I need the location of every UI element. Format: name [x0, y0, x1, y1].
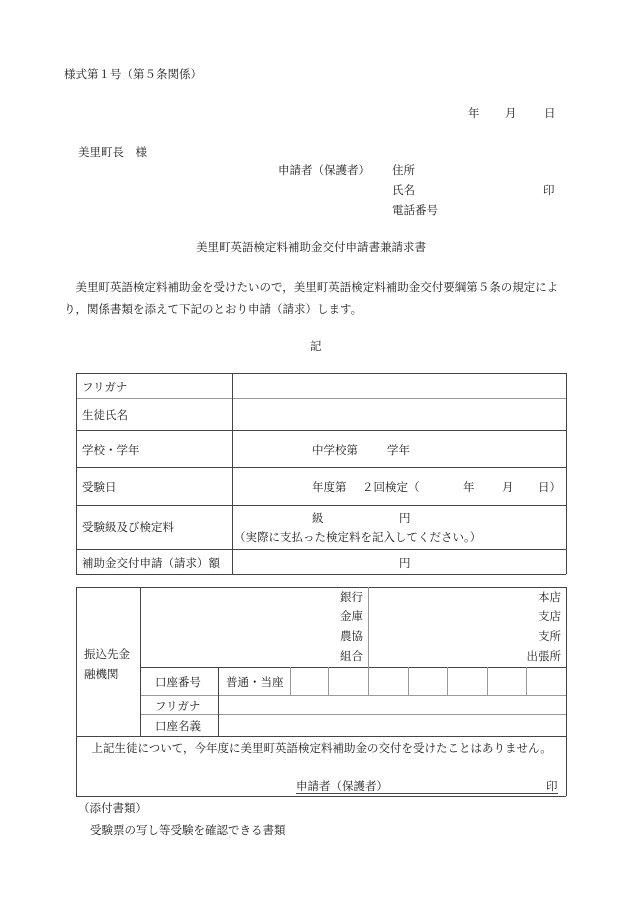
- bank-type-nokyo: 農協: [340, 629, 363, 643]
- account-furigana-label: フリガナ: [155, 699, 201, 713]
- seal-mark: 印: [543, 183, 555, 197]
- signature-field[interactable]: [390, 776, 540, 793]
- addressee: 美里町長 様: [78, 145, 147, 159]
- grade-kyu: 級: [312, 511, 324, 525]
- student-name-field[interactable]: [233, 399, 565, 430]
- bank-section-label-1: 振込先金: [84, 647, 130, 661]
- fee-yen: 円: [399, 511, 411, 525]
- account-number-label: 口座番号: [155, 675, 201, 689]
- exam-month: 月: [502, 480, 514, 494]
- form-number: 様式第１号（第５条関係）: [64, 67, 202, 81]
- exam-day: 日）: [538, 480, 561, 494]
- bank-type-kinko: 金庫: [340, 609, 363, 623]
- school-grade-label: 学校・学年: [82, 443, 140, 457]
- account-furigana-field[interactable]: [219, 696, 566, 714]
- account-type-selector[interactable]: 普通・当座: [226, 675, 284, 689]
- date-month: 月: [505, 106, 517, 120]
- furigana-field[interactable]: [233, 374, 565, 398]
- bank-type-bank: 銀行: [340, 590, 363, 604]
- phone-label: 電話番号: [392, 203, 438, 217]
- name-label: 氏名: [392, 183, 415, 197]
- subsidy-yen: 円: [399, 556, 411, 570]
- applicant-label: 申請者（保護者）: [278, 163, 370, 177]
- exam-session: ２回検定（: [362, 480, 420, 494]
- branch-type-honten: 本店: [538, 590, 561, 604]
- exam-nendo: 年度第: [312, 480, 347, 494]
- bank-section-label-2: 融機関: [84, 667, 119, 681]
- exam-date-label: 受験日: [82, 480, 117, 494]
- student-name-label: 生徒氏名: [82, 408, 128, 422]
- grade-fee-note: （実際に支払った検定料を記入してください。）: [234, 530, 482, 544]
- account-number-digits[interactable]: [291, 668, 566, 695]
- grade-fee-label: 受験級及び検定料: [82, 520, 174, 534]
- grade-suffix: 学年: [387, 443, 410, 457]
- exam-year: 年: [463, 480, 475, 494]
- declaration-applicant-label: 申請者（保護者）: [296, 779, 388, 793]
- school-suffix: 中学校第: [312, 443, 358, 457]
- date-year: 年: [468, 106, 480, 120]
- signature-line: [296, 793, 558, 794]
- account-name-field[interactable]: [219, 715, 566, 736]
- body-paragraph: 美里町英語検定料補助金を受けたいので，美里町英語検定料補助金交付要綱第５条の規定により，関係書類を添えて下記のとおり申請（請求）します。: [64, 280, 559, 316]
- address-label: 住所: [392, 163, 415, 177]
- subsidy-amount-label: 補助金交付申請（請求）額: [82, 556, 220, 570]
- document-title: 美里町英語検定料補助金交付申請書兼請求書: [196, 240, 426, 254]
- declaration-seal: 印: [546, 779, 558, 793]
- date-day: 日: [544, 106, 556, 120]
- bank-type-kumiai: 組合: [340, 649, 363, 663]
- branch-type-shisho: 支所: [538, 629, 561, 643]
- ki-heading: 記: [310, 339, 322, 353]
- attachments-heading: （添付書類）: [78, 801, 147, 815]
- attachments-item: 受験票の写し等受験を確認できる書類: [90, 823, 286, 837]
- branch-type-shutchojo: 出張所: [526, 649, 561, 663]
- branch-type-shiten: 支店: [538, 609, 561, 623]
- furigana-label: フリガナ: [82, 380, 128, 394]
- account-name-label: 口座名義: [155, 719, 201, 733]
- declaration-text: 上記生徒について，今年度に美里町英語検定料補助金の交付を受けたことはありません。: [91, 741, 552, 755]
